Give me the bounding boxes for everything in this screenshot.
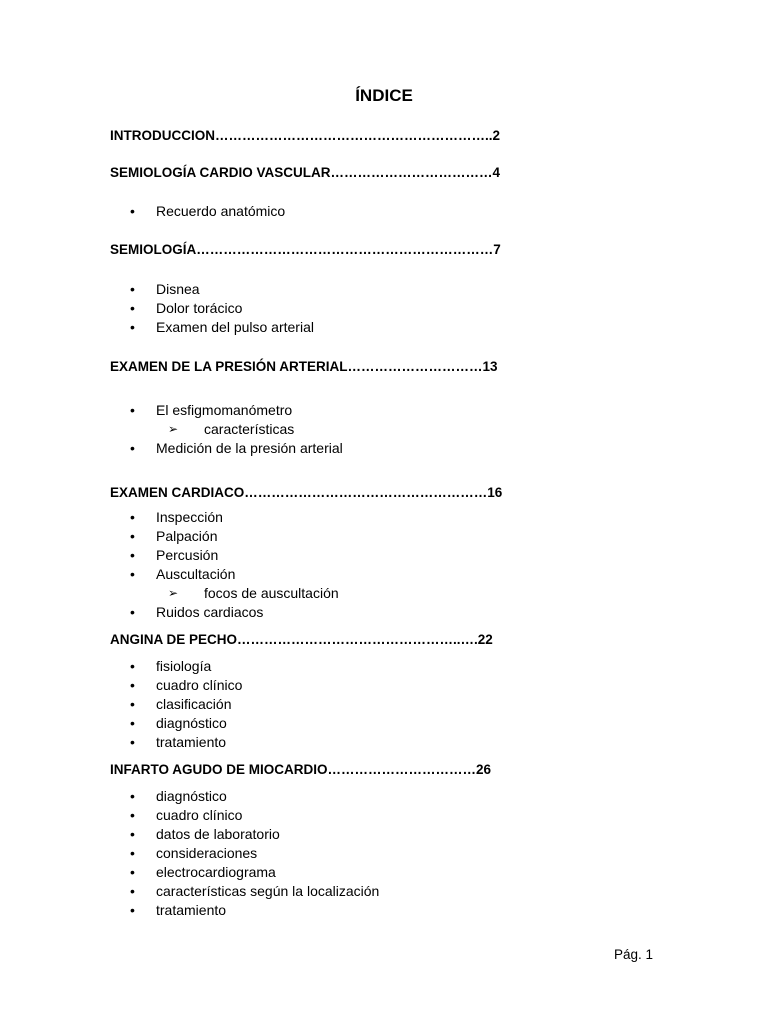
list-item: • Palpación — [130, 527, 339, 546]
section-list-examen-cardiaco — [130, 508, 339, 622]
list-item: • Dolor torácico — [130, 299, 314, 318]
list-item: • datos de laboratorio — [130, 825, 379, 844]
section-list-infarto-agudo — [130, 787, 379, 920]
list-item: • cuadro clínico — [130, 806, 379, 825]
section-list-presion-arterial — [130, 401, 343, 458]
list-item: • tratamiento — [130, 901, 379, 920]
list-item: • características según la localización — [130, 882, 379, 901]
list-item: • cuadro clínico — [130, 676, 242, 695]
list-item: • electrocardiograma — [130, 863, 379, 882]
arrow-bullet-icon: ➢ — [168, 586, 179, 600]
list-item: • consideraciones — [130, 844, 379, 863]
list-item: • Inspección — [130, 508, 339, 527]
section-heading-angina-de-pecho: ANGINA DE PECHO…………………………………………..….22 — [110, 632, 493, 647]
list-item: • diagnóstico — [130, 714, 242, 733]
list-item: • tratamiento — [130, 733, 242, 752]
list-item: • Medición de la presión arterial — [130, 439, 343, 458]
sub-list-item — [130, 420, 343, 439]
list-item: • Ruidos cardiacos — [130, 603, 339, 622]
list-item: • Disnea — [130, 280, 314, 299]
list-item: • Examen del pulso arterial — [130, 318, 314, 337]
list-item: • diagnóstico — [130, 787, 379, 806]
page-number: Pág. 1 — [614, 947, 654, 962]
section-heading-semiologia: SEMIOLOGÍA…………………………………………………………7 — [110, 242, 501, 257]
section-heading-examen-cardiaco: EXAMEN CARDIACO………………………………………………16 — [110, 485, 503, 500]
sub-list-item-label: focos de auscultación — [204, 585, 339, 601]
section-heading-presion-arterial: EXAMEN DE LA PRESIÓN ARTERIAL…………………………13 — [110, 359, 498, 374]
list-item: • Recuerdo anatómico — [130, 202, 285, 221]
section-list-semiologia — [130, 280, 314, 337]
section-list-angina-de-pecho — [130, 657, 242, 752]
list-item: • clasificación — [130, 695, 242, 714]
section-list-semiologia-cardio-vascular — [130, 202, 285, 221]
list-item: • El esfigmomanómetro — [130, 401, 343, 420]
sub-list-item — [130, 584, 339, 603]
arrow-bullet-icon: ➢ — [168, 422, 179, 436]
index-title: ÍNDICE — [355, 86, 413, 105]
sub-list-item-label: características — [204, 421, 295, 437]
section-heading-infarto-agudo: INFARTO AGUDO DE MIOCARDIO……………………………26 — [110, 762, 492, 777]
section-heading-introduccion: INTRODUCCION……………………………………………………..2 — [110, 128, 501, 143]
section-heading-semiologia-cardio-vascular: SEMIOLOGÍA CARDIO VASCULAR………………………………4 — [110, 165, 501, 180]
list-item: • Percusión — [130, 546, 339, 565]
list-item: • fisiología — [130, 657, 242, 676]
list-item: • Auscultación — [130, 565, 339, 584]
